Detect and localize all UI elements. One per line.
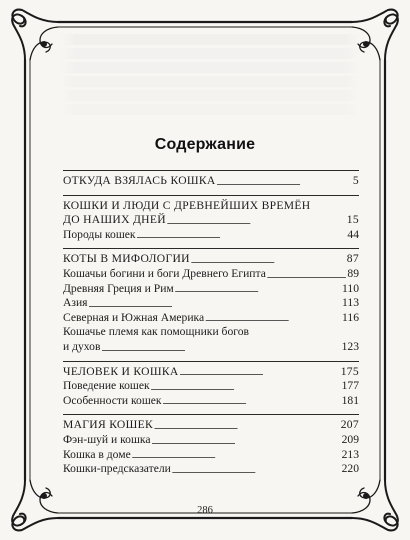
- dot-leader: [217, 174, 352, 189]
- toc-heading-entry[interactable]: [63, 174, 359, 189]
- dot-leader: [191, 252, 346, 267]
- toc-page-number: 5: [352, 174, 359, 187]
- toc-page-number: 110: [342, 281, 359, 295]
- toc-entry-label: Древняя Греция и Рим: [63, 281, 174, 295]
- dot-leader: [132, 448, 341, 463]
- toc-entry[interactable]: [63, 433, 359, 448]
- toc-page-number: 181: [341, 393, 359, 407]
- toc-entry[interactable]: [63, 340, 359, 355]
- toc-page-number: 209: [341, 432, 359, 446]
- toc-entry-label: ЧЕЛОВЕК И КОШКА: [63, 364, 179, 378]
- toc-entry-label: Азия: [63, 296, 88, 310]
- toc-entry-label: Кошачьи богини и боги Древнего Египта: [63, 266, 266, 280]
- dot-leader: [101, 340, 340, 355]
- toc-entry-label: Кошка в доме: [63, 447, 131, 461]
- toc-entry[interactable]: [63, 296, 359, 311]
- dot-leader: [152, 433, 341, 448]
- toc-entry-line: Кошачье племя как помощники богов: [63, 325, 249, 339]
- toc-heading-line: КОШКИ И ЛЮДИ С ДРЕВНЕЙШИХ ВРЕМЁН: [63, 198, 311, 212]
- toc-page-number: 177: [341, 379, 359, 393]
- toc-page-number: 44: [347, 227, 359, 241]
- toc-page-number: 123: [341, 339, 359, 353]
- page-number: 286: [197, 505, 213, 516]
- toc-entry-label: ОТКУДА ВЗЯЛАСЬ КОШКА: [63, 174, 216, 187]
- toc-entry[interactable]: [63, 394, 359, 409]
- toc-heading-entry[interactable]: [63, 418, 359, 433]
- toc-entry-label: Северная и Южная Америка: [63, 310, 205, 324]
- toc-entry-label: Фэн-шуй и кошка: [63, 432, 151, 446]
- toc-entry-label: МАГИЯ КОШЕК: [63, 418, 154, 432]
- toc-entry[interactable]: [63, 267, 359, 282]
- toc-page-number: 213: [341, 447, 359, 461]
- toc-heading-entry[interactable]: [63, 213, 359, 228]
- toc-entry-label: Породы кошек: [63, 227, 136, 241]
- toc-entry[interactable]: [63, 228, 359, 243]
- dot-leader: [205, 311, 341, 326]
- toc-page-number: 15: [346, 213, 359, 227]
- toc-entry[interactable]: [63, 282, 359, 297]
- toc-entry[interactable]: [63, 462, 359, 477]
- dot-leader: [137, 228, 347, 243]
- toc-section: [63, 248, 359, 354]
- toc-page-number: 116: [342, 310, 359, 324]
- bleed-through-text: [60, 34, 360, 118]
- toc-entry-label: Особенности кошек: [63, 393, 162, 407]
- toc-heading-entry[interactable]: [63, 365, 359, 380]
- toc-section: [63, 414, 359, 476]
- toc-section: [63, 195, 359, 243]
- toc-entry-label: и духов: [63, 339, 101, 353]
- toc-entry-label: Поведение кошек: [63, 379, 150, 393]
- dot-leader: [172, 462, 341, 477]
- toc-section: [63, 361, 359, 409]
- dot-leader: [151, 379, 341, 394]
- table-of-contents: [63, 170, 359, 483]
- dot-leader: [89, 296, 342, 311]
- dot-leader: [167, 213, 346, 228]
- toc-entry[interactable]: [63, 379, 359, 394]
- dot-leader: [154, 418, 340, 433]
- toc-page-number: 113: [342, 296, 359, 310]
- dot-leader: [163, 394, 341, 409]
- toc-page-number: 89: [347, 266, 359, 280]
- toc-entry-label: КОТЫ В МИФОЛОГИИ: [63, 252, 190, 266]
- toc-page-number: 207: [340, 418, 359, 432]
- toc-entry-label: Кошки-предсказатели: [63, 462, 171, 476]
- dot-leader: [180, 365, 340, 380]
- dot-leader: [175, 282, 341, 297]
- toc-section: [63, 170, 359, 189]
- toc-entry[interactable]: [63, 311, 359, 326]
- toc-title: Содержание: [154, 136, 256, 153]
- toc-page-number: 175: [340, 364, 359, 378]
- toc-entry[interactable]: [63, 448, 359, 463]
- toc-heading-entry[interactable]: [63, 252, 359, 267]
- toc-entry-label: ДО НАШИХ ДНЕЙ: [63, 213, 166, 227]
- toc-page-number: 220: [341, 462, 359, 476]
- dot-leader: [267, 267, 347, 282]
- toc-page-number: 87: [346, 252, 359, 266]
